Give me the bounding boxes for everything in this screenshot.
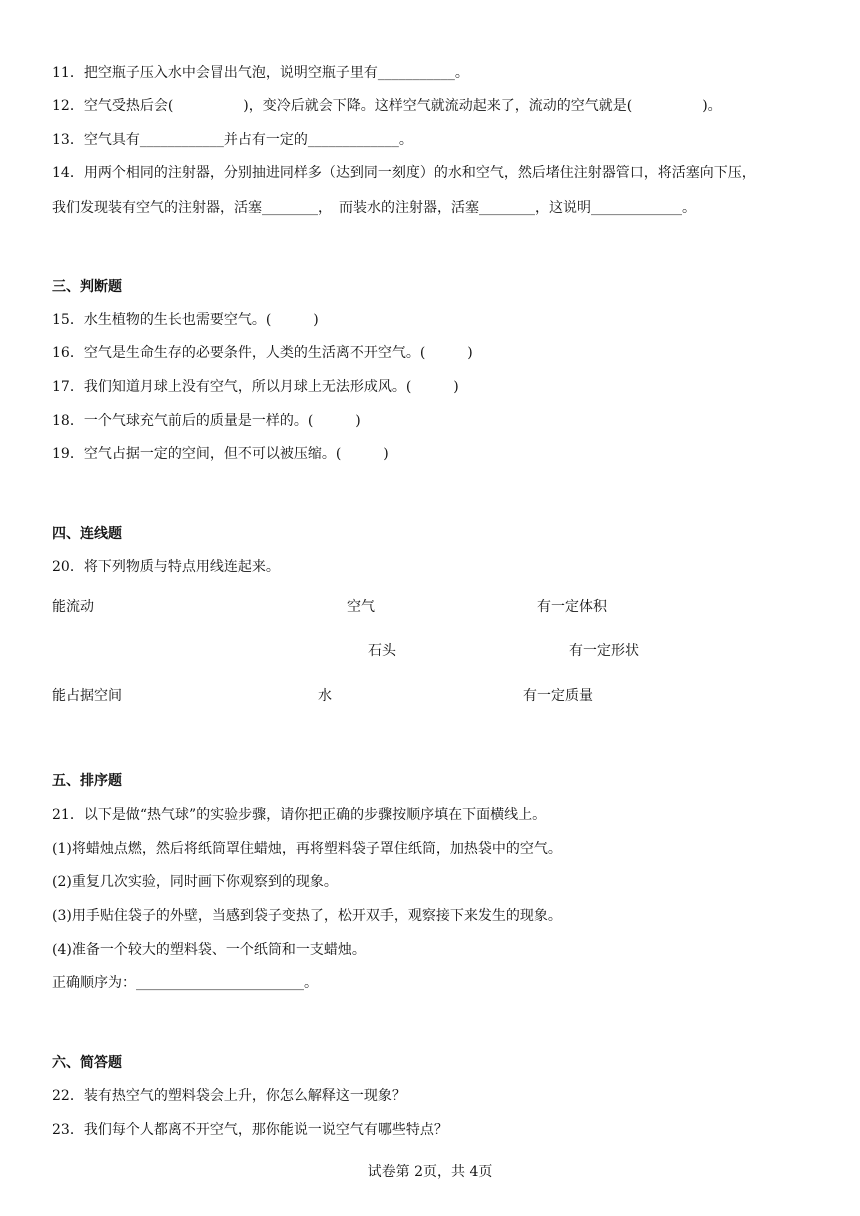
section-heading-short-answer: 六、简答题 (52, 1055, 122, 1071)
section-heading-judgment: 三、判断题 (52, 279, 122, 295)
matching-right-item: 有一定体积 (537, 599, 607, 615)
question-14-line-2: 我们发现装有空气的注射器，活塞________， 而装水的注射器，活塞________，这说明_____________。 (52, 200, 696, 216)
question-23: 23．我们每个人都离不开空气，那你能说一说空气有哪些特点？ (52, 1122, 448, 1138)
question-14-line-1: 14．用两个相同的注射器，分别抽进同样多（达到同一刻度）的水和空气，然后堵住注射器管口，将活塞向下压， (52, 165, 756, 181)
matching-middle-item: 石头 (368, 643, 396, 659)
matching-right-item: 有一定质量 (523, 688, 593, 704)
question-16: 16．空气是生命生存的必要条件，人类的生活离不开空气。( ) (52, 345, 473, 361)
question-19: 19．空气占据一定的空间，但不可以被压缩。( ) (52, 446, 389, 462)
question-15: 15．水生植物的生长也需要空气。( ) (52, 312, 319, 328)
step-2: (2)重复几次实验，同时画下你观察到的现象。 (52, 874, 338, 890)
question-12: 12．空气受热后会( )，变冷后就会下降。这样空气就流动起来了，流动的空气就是( )。 (52, 98, 722, 114)
matching-left-item: 能流动 (52, 599, 94, 615)
page-footer: 试卷第 2页，共 4页 (367, 1164, 493, 1180)
matching-middle-item: 空气 (347, 599, 375, 615)
question-22: 22．装有热空气的塑料袋会上升，你怎么解释这一现象？ (52, 1088, 406, 1104)
correct-order-line: 正确顺序为：________________________。 (52, 975, 318, 991)
step-4: (4)准备一个较大的塑料袋、一个纸筒和一支蜡烛。 (52, 942, 366, 958)
step-1: (1)将蜡烛点燃，然后将纸筒罩住蜡烛，再将塑料袋子罩住纸筒，加热袋中的空气。 (52, 841, 562, 857)
matching-left-item: 能占据空间 (52, 688, 122, 704)
section-heading-matching: 四、连线题 (52, 526, 122, 542)
question-21: 21．以下是做“热气球”的实验步骤，请你把正确的步骤按顺序填在下面横线上。 (52, 807, 547, 823)
section-heading-ordering: 五、排序题 (52, 773, 122, 789)
question-11: 11．把空瓶子压入水中会冒出气泡，说明空瓶子里有___________。 (52, 65, 469, 81)
matching-right-item: 有一定形状 (569, 643, 639, 659)
question-17: 17．我们知道月球上没有空气，所以月球上无法形成风。( ) (52, 379, 459, 395)
question-18: 18．一个气球充气前后的质量是一样的。( ) (52, 413, 361, 429)
question-13: 13．空气具有____________并占有一定的_____________。 (52, 132, 413, 148)
matching-middle-item: 水 (318, 688, 332, 704)
step-3: (3)用手贴住袋子的外壁，当感到袋子变热了，松开双手，观察接下来发生的现象。 (52, 908, 562, 924)
question-20: 20．将下列物质与特点用线连起来。 (52, 559, 280, 575)
